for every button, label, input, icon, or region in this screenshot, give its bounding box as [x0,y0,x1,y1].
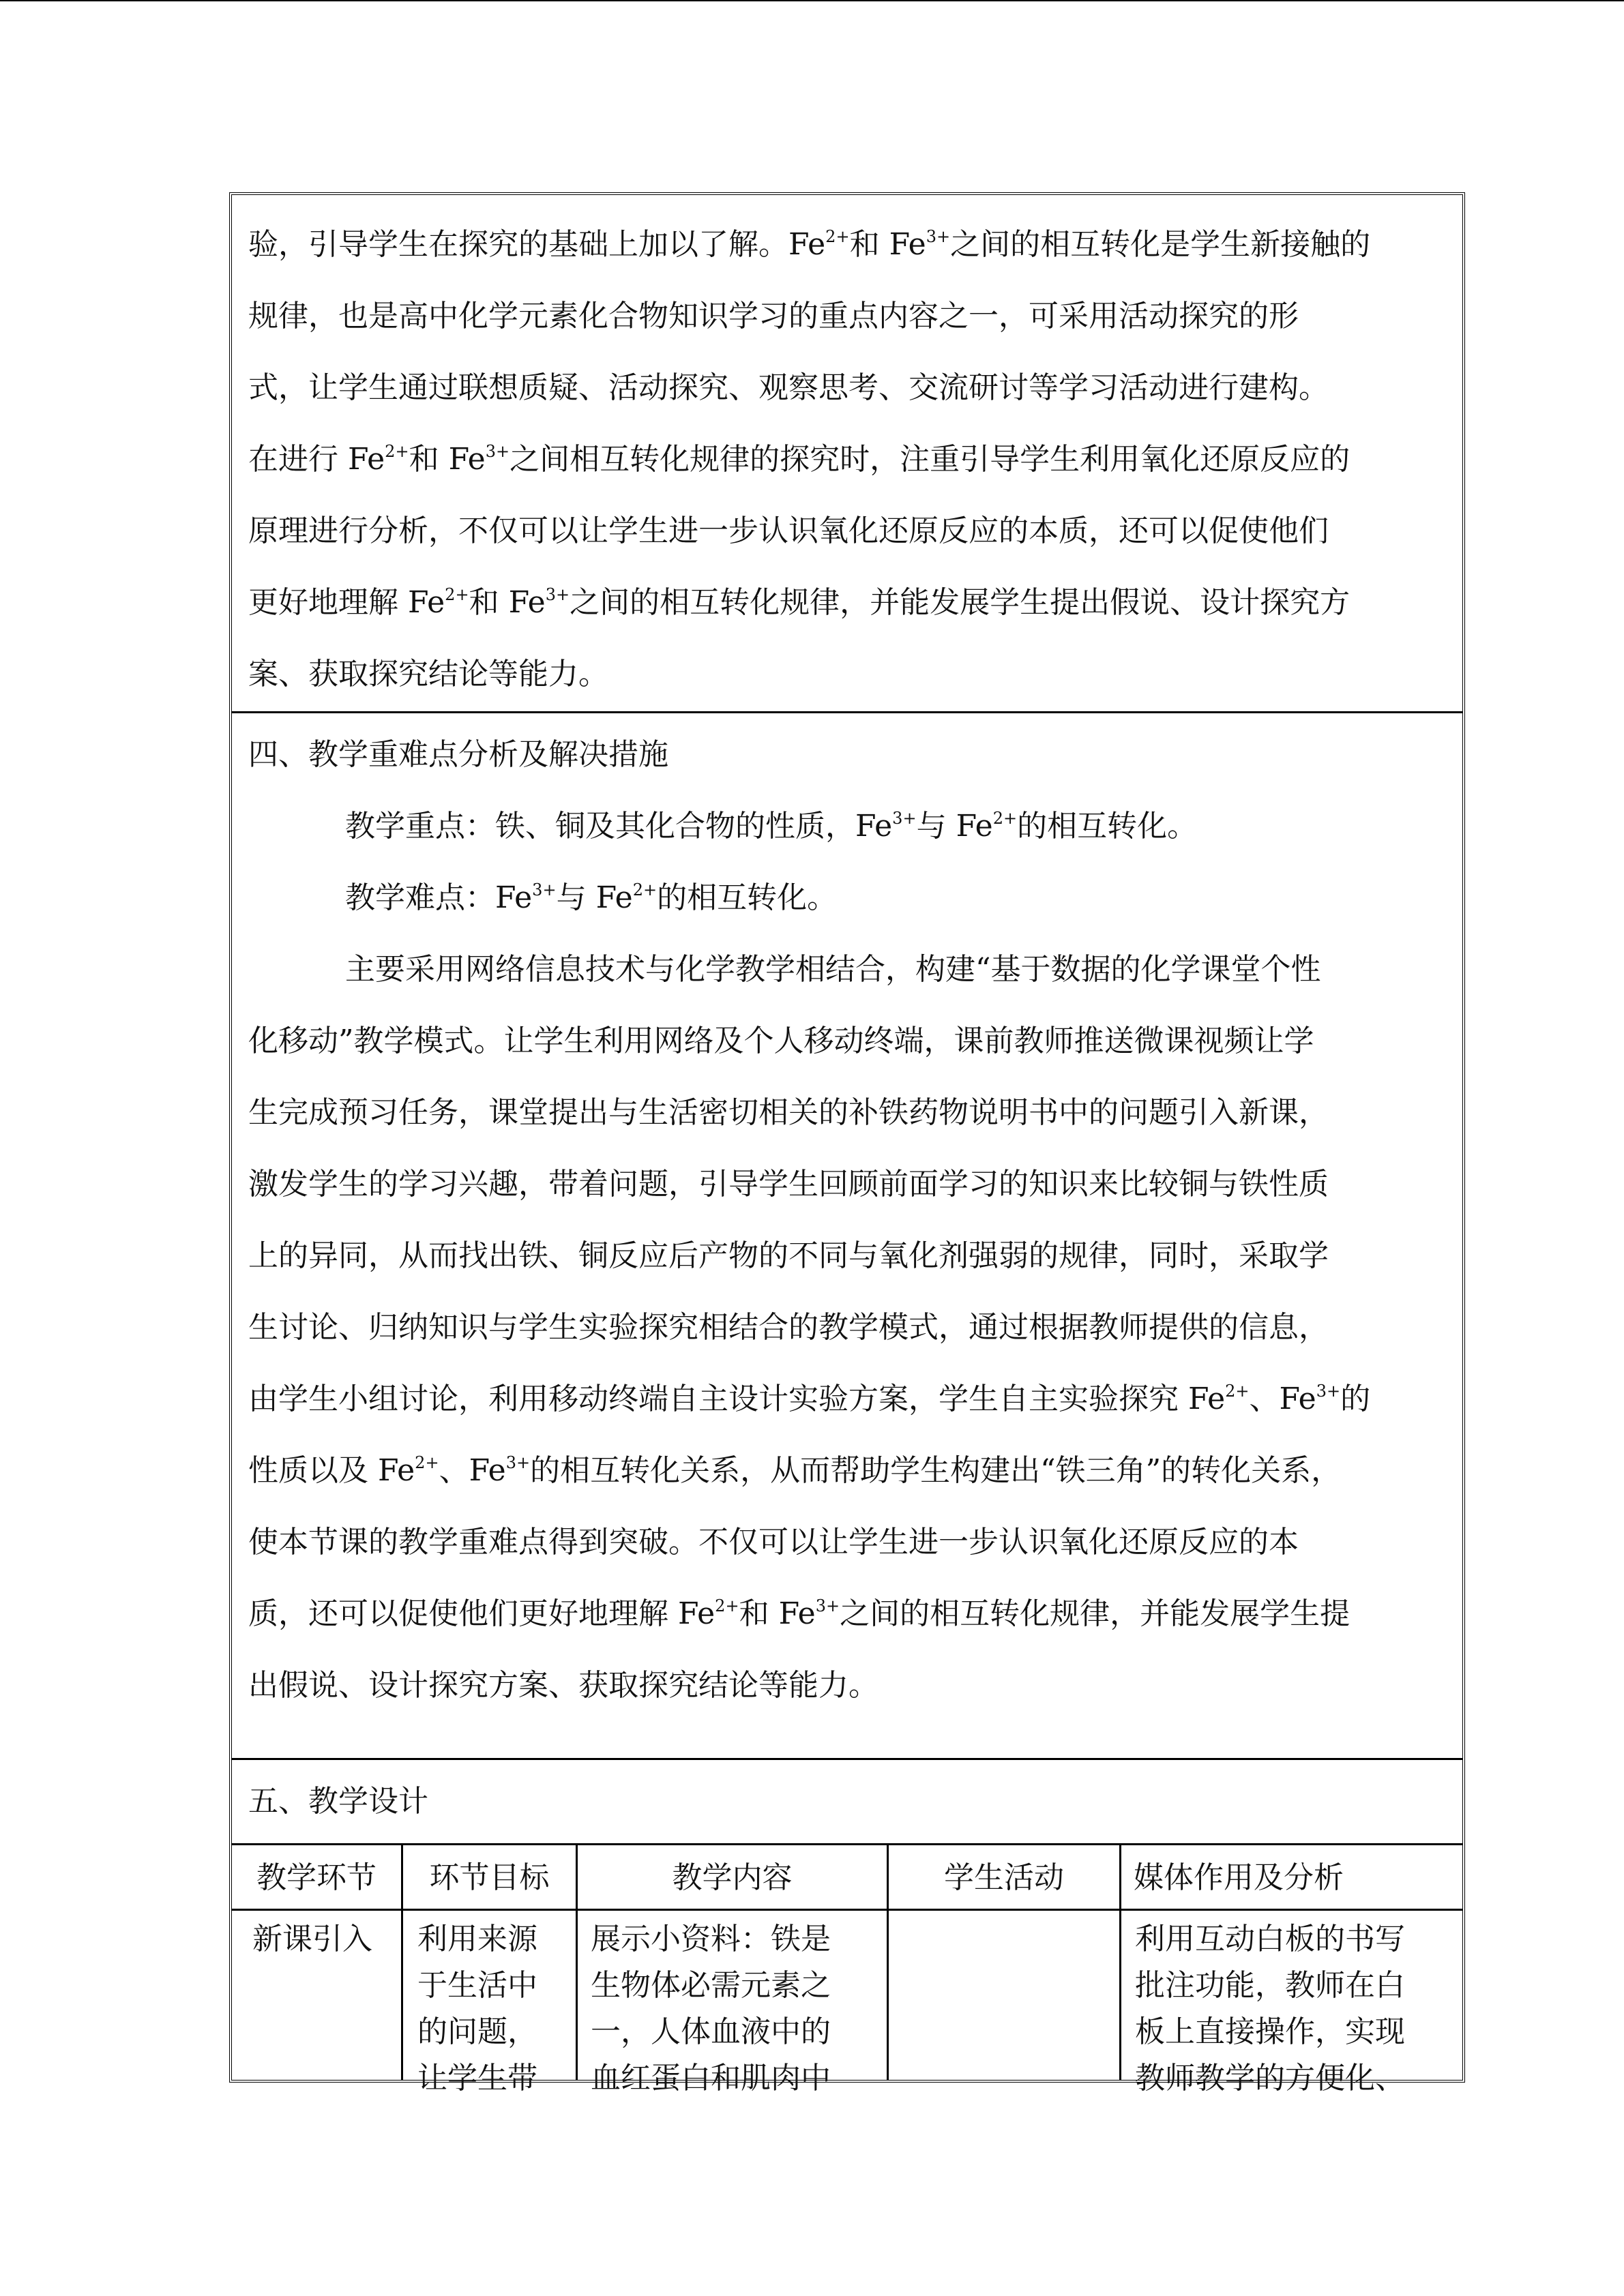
text-line: 式，让学生通过联想质疑、活动探究、观察思考、交流研讨等学习活动进行建构。 [248,370,1329,405]
text-line: 激发学生的学习兴趣，带着问题，引导学生回顾前面学习的知识来比较铜与铁性质 [248,1167,1329,1202]
column-divider [401,1911,403,2080]
text-line: 案、获取探究结论等能力。 [248,657,608,691]
text-line: 在进行 $Fe^{2+}$和 $Fe^{3+}$之间相互转化规律的探究时，注重引导学生利用氧化还原反应的 [248,442,1350,477]
key-point-line: 教学重点：铁、铜及其化合物的性质，$Fe^{3+}$与 $Fe^{2+}$的相互转化。 [345,809,1198,844]
cell-stage: 新课引入 [252,1922,372,1956]
section-3-cell [232,195,1462,713]
design-table-header-row [232,1845,1462,1911]
text-line: 使本节课的教学重难点得到突破。不仅可以让学生进一步认识氧化还原反应的本 [248,1525,1299,1560]
header-content: 教学内容 [672,1860,793,1895]
header-media: 媒体作用及分析 [1134,1860,1344,1895]
lesson-plan-table [229,192,1465,2096]
text-line: 由学生小组讨论，利用移动终端自主设计实验方案，学生自主实验探究 $Fe^{2+}$、$Fe^{3+}$的 [248,1382,1371,1416]
text-line: 生讨论、归纳知识与学生实验探究相结合的教学模式，通过根据教师提供的信息， [248,1310,1329,1345]
column-divider [576,1911,578,2080]
cell-goal: 利用来源 于生活中 的问题， 让学生带 [417,1922,537,2096]
cell-media: 利用互动白板的书写 批注功能，教师在白 板上直接操作，实现 教师教学的方便化、 [1135,1922,1405,2096]
text-line: 原理进行分析，不仅可以让学生进一步认识氧化还原反应的本质，还可以促使他们 [248,513,1329,548]
section-5-title-cell [232,1760,1462,1845]
column-divider [1119,1911,1121,2080]
column-divider [887,1911,889,2080]
design-table-row [232,1911,1462,2096]
text-line: 规律，也是高中化学元素化合物知识学习的重点内容之一，可采用活动探究的形 [248,299,1299,333]
text-line: 主要采用网络信息技术与化学教学相结合，构建“基于数据的化学课堂个性 [345,952,1321,987]
text-line: 生完成预习任务，课堂提出与生活密切相关的补铁药物说明书中的问题引入新课， [248,1095,1329,1130]
page-top-rule [0,0,1624,1]
text-line: 质，还可以促使他们更好地理解 $Fe^{2+}$和 $Fe^{3+}$之间的相互转化规律，并能发展学生提 [248,1596,1350,1631]
section-5-title: 五、教学设计 [248,1784,428,1819]
header-goal: 环节目标 [429,1860,550,1895]
header-stage: 教学环节 [256,1860,377,1895]
text-line: 化移动”教学模式。让学生利用网络及个人移动终端，课前教师推送微课视频让学 [248,1024,1314,1058]
text-line: 出假说、设计探究方案、获取探究结论等能力。 [248,1668,879,1703]
cell-content: 展示小资料：铁是 生物体必需元素之 一，人体血液中的 血红蛋白和肌肉中 [591,1922,831,2096]
text-line: 更好地理解 $Fe^{2+}$和 $Fe^{3+}$之间的相互转化规律，并能发展学生提出假说、设计探究方 [248,585,1350,620]
text-line: 性质以及 $Fe^{2+}$、$Fe^{3+}$的相互转化关系，从而帮助学生构建出“铁三角”的转化关系， [248,1453,1342,1488]
section-4-cell [232,713,1462,1760]
text-line: 上的异同，从而找出铁、铜反应后产物的不同与氧化剂强弱的规律，同时，采取学 [248,1238,1329,1273]
text-line: 验，引导学生在探究的基础上加以了解。$Fe^{2+}$和 $Fe^{3+}$之间的相互转化是学生新接触的 [248,227,1371,262]
difficult-point-line: 教学难点：$Fe^{3+}$与 $Fe^{2+}$的相互转化。 [345,880,838,915]
header-activity: 学生活动 [944,1860,1064,1895]
section-4-title: 四、教学重难点分析及解决措施 [248,737,668,772]
section-3-text [248,209,1456,710]
section-4-text [248,719,1456,1721]
